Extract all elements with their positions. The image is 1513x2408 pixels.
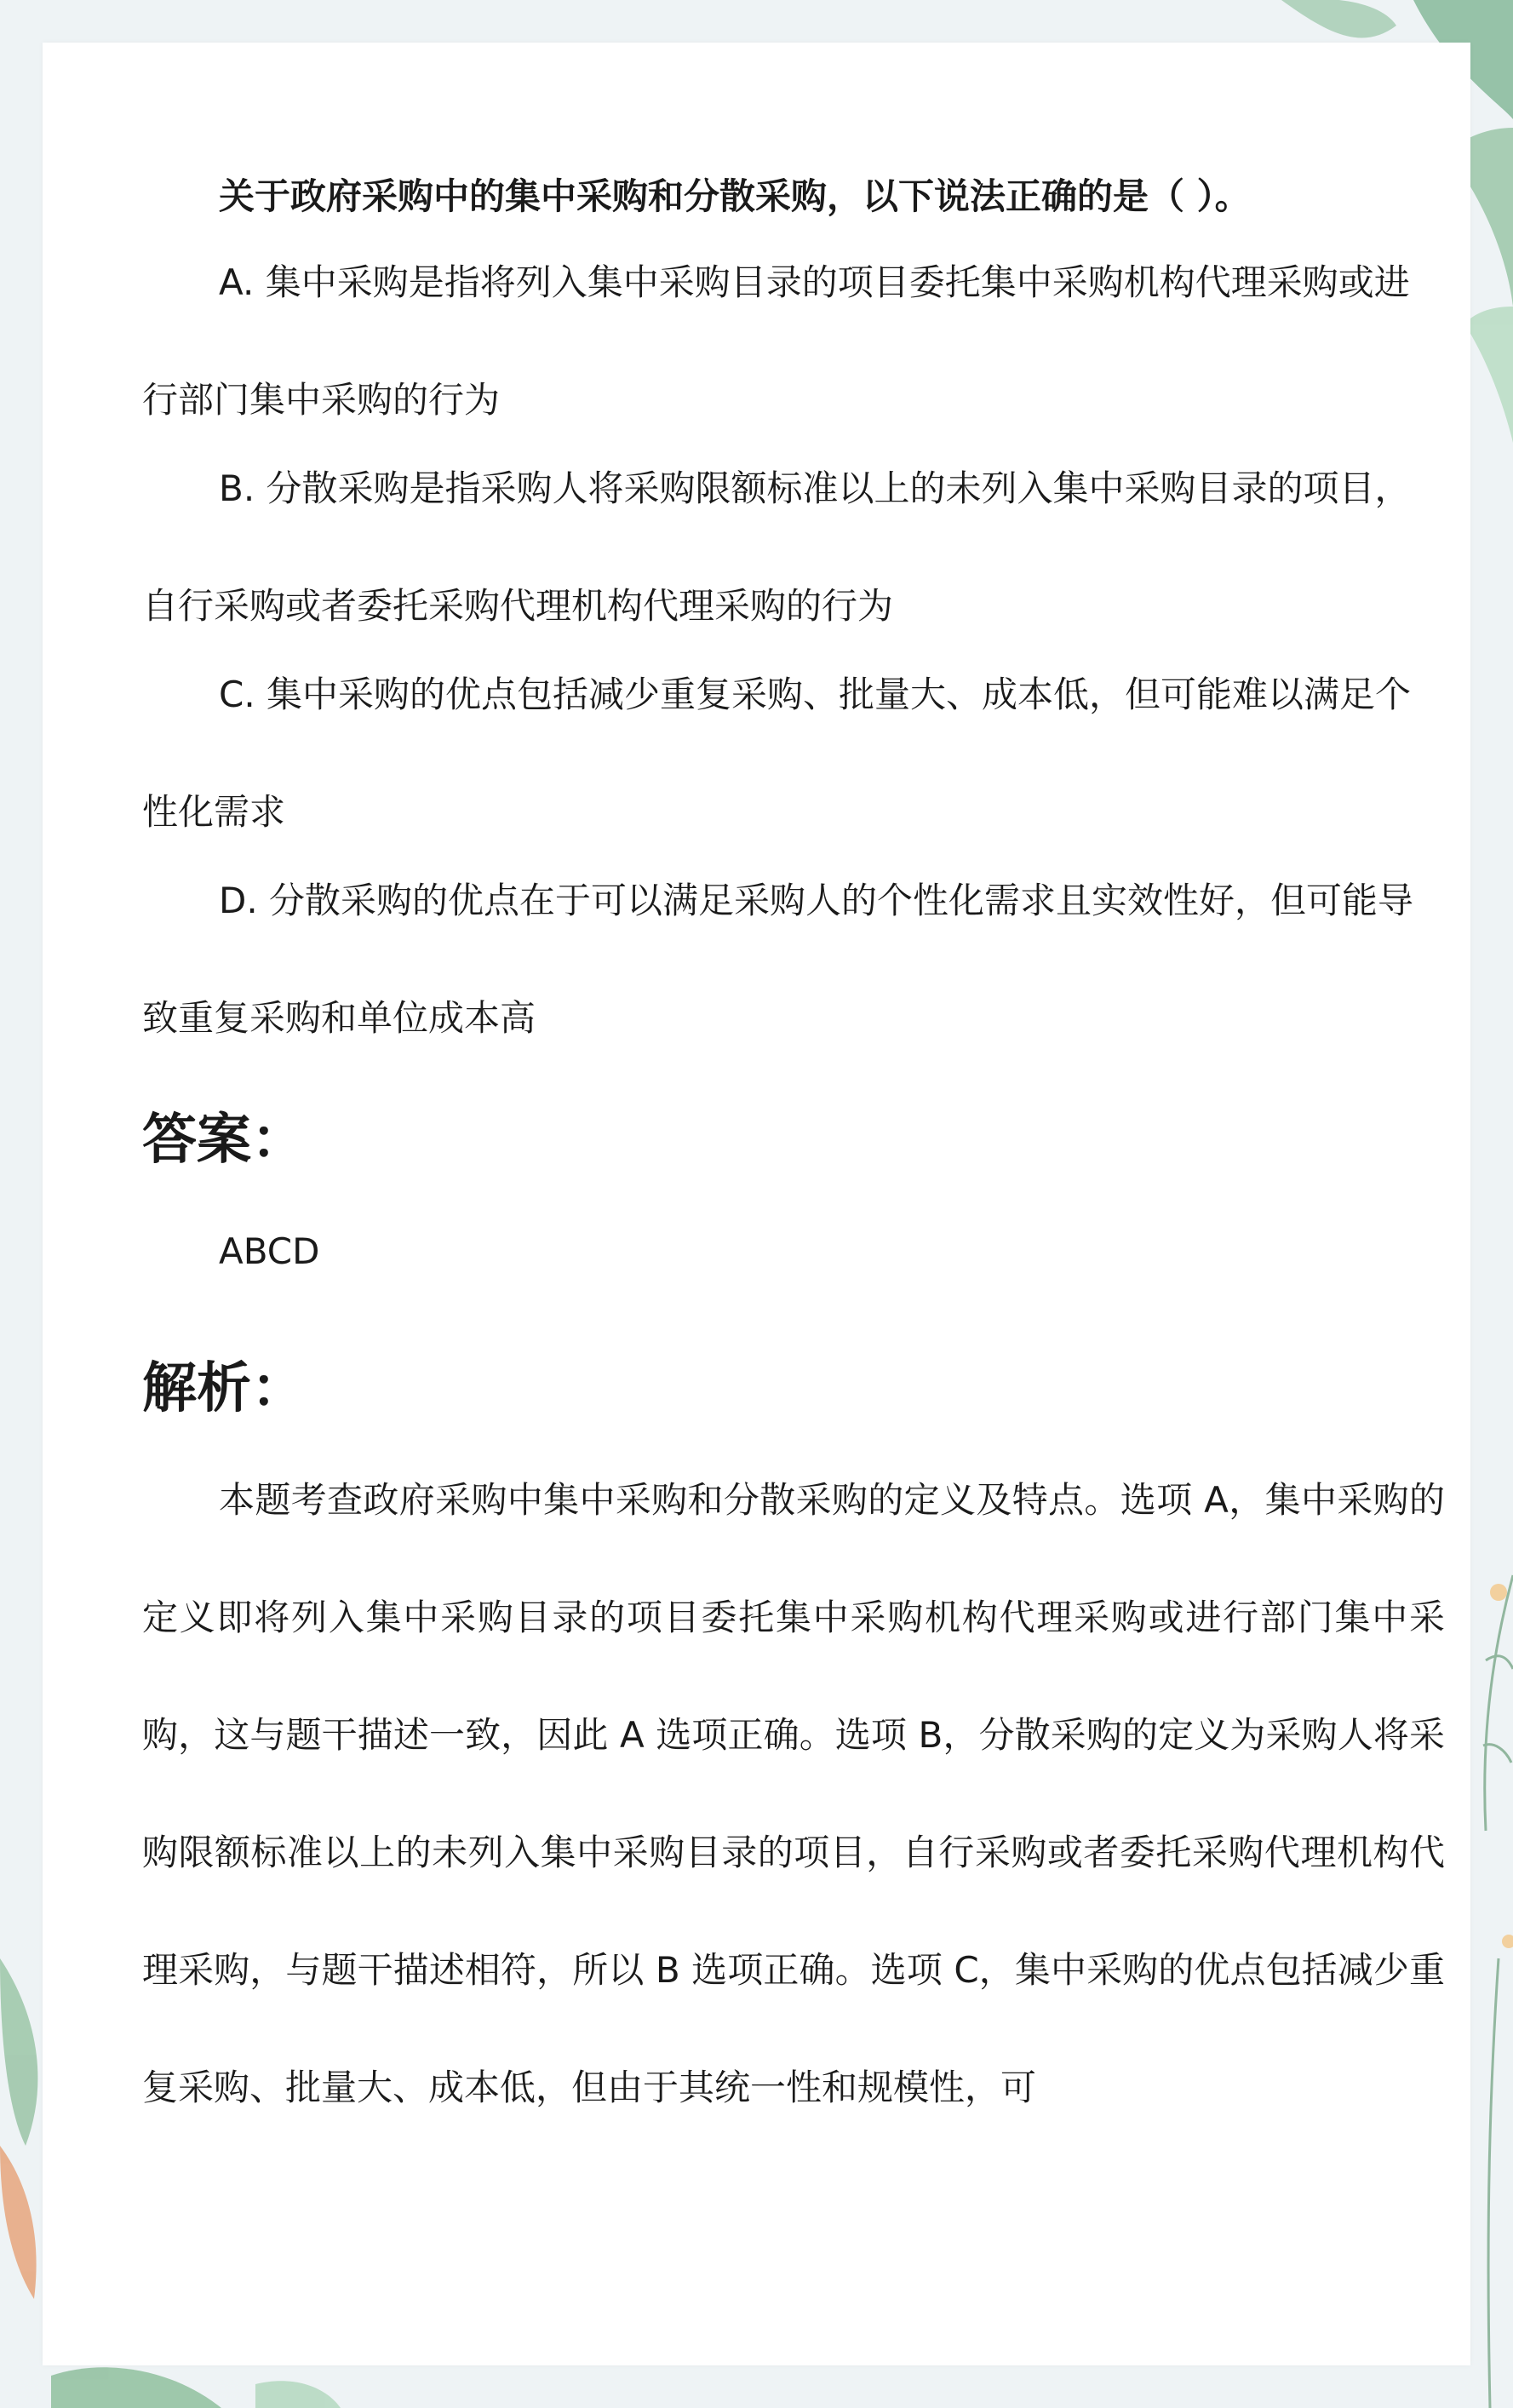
branch-icon bbox=[1483, 1575, 1513, 2408]
card-content bbox=[142, 170, 1445, 2147]
analysis-text: 本题考查政府采购中集中采购和分散采购的定义及特点。选项 A，集中采购的定义即将列入集中采购目录的项目委托集中采购机构代理采购或进行部门集中采购，这与题干描述一致，因此 A 选项正确。选项 B，分散采购的定义为采购人将采购限额标准以上的未列入集中采购目录的项目，自行采购或者委托采购代理机构代理采购，与题干描述相符，所以 B 选项正确。选项 C，集中采购的优点包括减少重复采购、批量大、成本低，但由于其统一性和规模性，可 bbox=[142, 1479, 1445, 2108]
question-text: 关于政府采购中的集中采购和分散采购，以下说法正确的是（ ）。 bbox=[219, 175, 1251, 217]
analysis-heading: 解析： bbox=[142, 1357, 306, 1420]
option-b: B. 分散采购是指采购人将采购限额标准以上的未列入集中采购目录的项目，自行采购或者委托采购代理机构代理采购的行为 bbox=[142, 467, 1411, 627]
question-card bbox=[43, 43, 1470, 2365]
option-a: A. 集中采购是指将列入集中采购目录的项目委托集中采购机构代理采购或进行部门集中采购的行为 bbox=[142, 261, 1410, 421]
answer-text: ABCD bbox=[219, 1230, 320, 1272]
answer-heading: 答案： bbox=[142, 1109, 306, 1172]
flower-icon bbox=[1490, 1584, 1513, 1948]
option-c: C. 集中采购的优点包括减少重复采购、批量大、成本低，但可能难以满足个性化需求 bbox=[142, 674, 1412, 833]
option-d: D. 分散采购的优点在于可以满足采购人的个性化需求且实效性好，但可能导致重复采购和单位成本高 bbox=[142, 880, 1414, 1039]
